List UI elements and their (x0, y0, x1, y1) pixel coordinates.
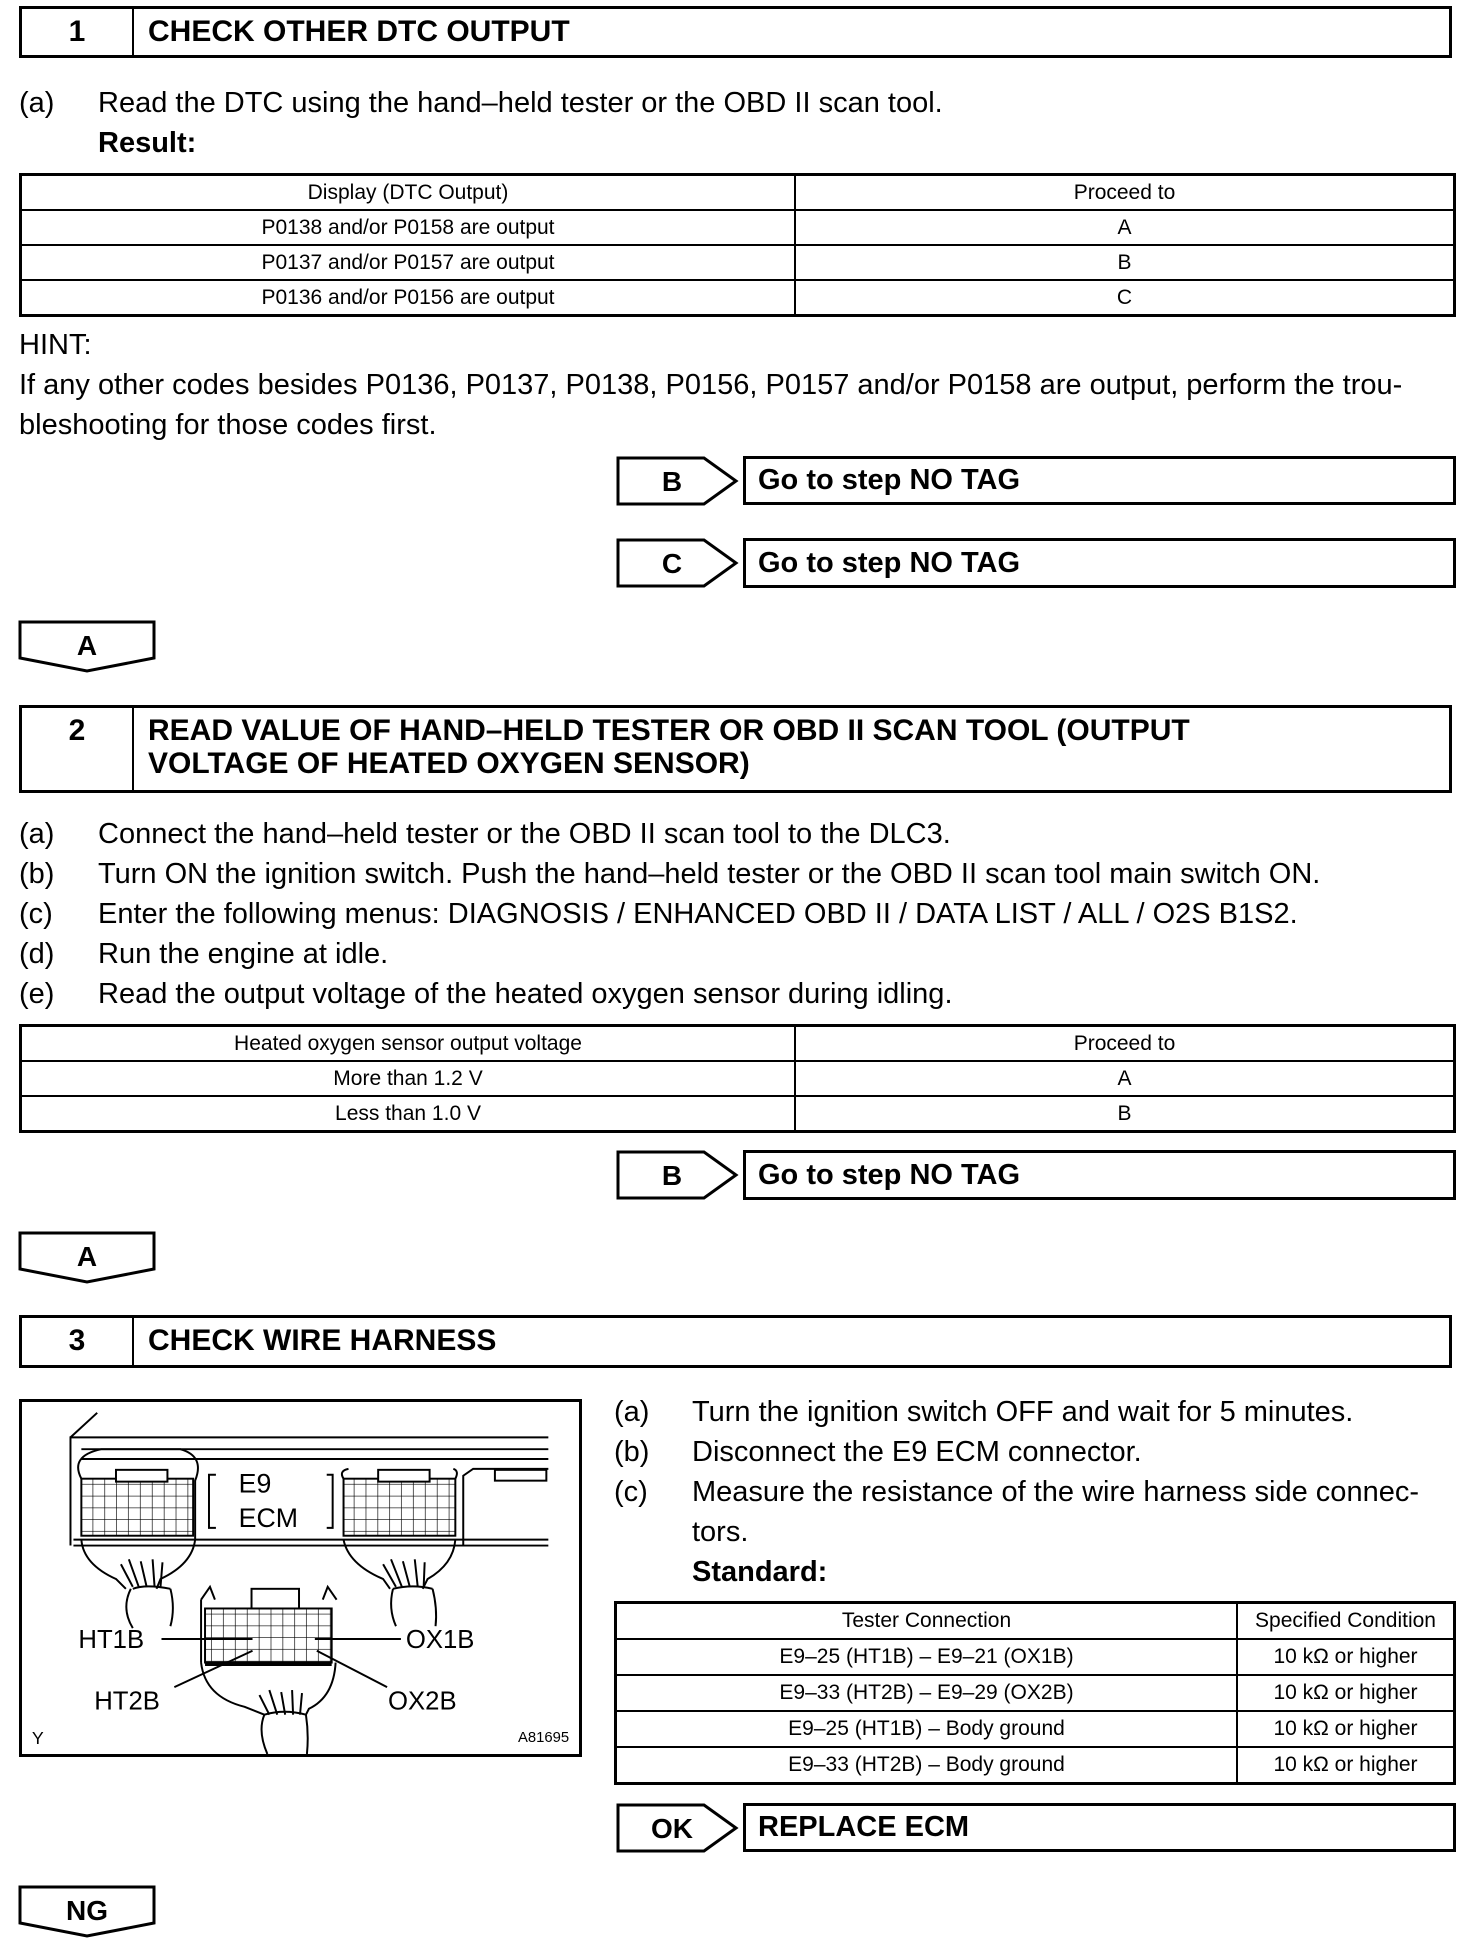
hint-text: bleshooting for those codes first. (19, 409, 437, 441)
corner-mark: Y (31, 1728, 44, 1749)
down-tag-icon (18, 620, 158, 674)
continue-tag-label: A (76, 630, 98, 661)
arrow-tag-icon (616, 1803, 741, 1853)
table-cell: 10 kΩ or higher (1237, 1711, 1455, 1747)
ecm-connector-figure (19, 1399, 582, 1757)
replace-ecm-box[interactable]: REPLACE ECM (743, 1803, 1456, 1852)
down-tag-icon (18, 1231, 158, 1285)
voltage-result-table (19, 1024, 1456, 1133)
dtc-result-table (19, 173, 1456, 317)
instruction-text: Enter the following menus: DIAGNOSIS / ENHANCED OBD II / DATA LIST / ALL / O2S B1S2. (98, 898, 1298, 930)
table-cell: P0137 and/or P0157 are output (21, 245, 796, 280)
standard-label: Standard: (692, 1556, 828, 1588)
table-row (616, 1639, 1455, 1675)
continue-tag-ng[interactable] (18, 1885, 158, 1939)
table-row (616, 1747, 1455, 1784)
go-to-step-box[interactable]: Go to step NO TAG (743, 538, 1456, 588)
instruction-text: Measure the resistance of the wire harness side connec- (692, 1476, 1419, 1508)
column-header: Proceed to (795, 1026, 1455, 1062)
continue-tag-label: NG (66, 1895, 108, 1926)
table-header-row (21, 1026, 1455, 1062)
component-label: ECM (238, 1502, 299, 1533)
table-row (21, 1061, 1455, 1096)
step-title: CHECK WIRE HARNESS (148, 1324, 497, 1357)
step-3-header (19, 1315, 1452, 1368)
arrow-tag-icon (616, 538, 741, 588)
continue-tag-label: A (76, 1241, 98, 1272)
instruction-label: (c) (19, 898, 53, 930)
instruction-text: Turn the ignition switch OFF and wait for 5 minutes. (692, 1396, 1354, 1428)
instruction-text: Run the engine at idle. (98, 938, 389, 970)
table-cell: B (795, 1096, 1455, 1132)
step-title: CHECK OTHER DTC OUTPUT (148, 15, 570, 48)
go-to-step-box[interactable]: Go to step NO TAG (743, 456, 1456, 505)
column-header: Tester Connection (616, 1603, 1238, 1640)
table-cell: C (795, 280, 1455, 316)
table-cell: E9–25 (HT1B) – E9–21 (OX1B) (616, 1639, 1238, 1675)
table-cell: P0136 and/or P0156 are output (21, 280, 796, 316)
step-title-line: VOLTAGE OF HEATED OXYGEN SENSOR) (148, 747, 750, 780)
table-cell: 10 kΩ or higher (1237, 1639, 1455, 1675)
branch-tag-ok[interactable] (616, 1803, 741, 1853)
instruction-text: Read the DTC using the hand–held tester or the OBD II scan tool. (98, 87, 943, 119)
table-row (616, 1711, 1455, 1747)
column-header: Display (DTC Output) (21, 175, 796, 211)
instruction-text: Disconnect the E9 ECM connector. (692, 1436, 1142, 1468)
instruction-label: (b) (614, 1436, 650, 1468)
step-title (134, 708, 1449, 790)
table-cell: P0138 and/or P0158 are output (21, 210, 796, 245)
branch-tag-label: C (661, 548, 683, 579)
resistance-standard-table (614, 1601, 1456, 1785)
table-cell: Less than 1.0 V (21, 1096, 796, 1132)
branch-tag-c[interactable] (616, 538, 741, 588)
terminal-label-ht1b: HT1B (78, 1625, 145, 1654)
result-label: Result: (98, 127, 197, 159)
table-cell: E9–25 (HT1B) – Body ground (616, 1711, 1238, 1747)
branch-tag-label: B (661, 1160, 683, 1191)
arrow-tag-icon (616, 456, 741, 506)
step-number: 1 (22, 9, 134, 55)
arrow-tag-icon (616, 1150, 741, 1200)
step-number: 3 (22, 1318, 134, 1365)
instruction-label: (b) (19, 858, 55, 890)
down-tag-icon (18, 1885, 158, 1939)
connector-name-label: E9 (238, 1468, 272, 1499)
figure-id: A81695 (517, 1730, 570, 1747)
branch-tag-label: OK (651, 1813, 693, 1844)
instruction-text: Turn ON the ignition switch. Push the hand–held tester or the OBD II scan tool main switch ON. (98, 858, 1321, 890)
branch-tag-label: B (661, 466, 683, 497)
terminal-label-ox1b: OX1B (405, 1625, 475, 1654)
table-cell: 10 kΩ or higher (1237, 1747, 1455, 1784)
table-row (21, 245, 1455, 280)
table-cell: A (795, 210, 1455, 245)
continue-tag-a[interactable] (18, 620, 158, 674)
terminal-label-ht2b: HT2B (94, 1687, 160, 1716)
table-cell: B (795, 245, 1455, 280)
instruction-label: (a) (19, 818, 55, 850)
column-header: Heated oxygen sensor output voltage (21, 1026, 796, 1062)
table-cell: A (795, 1061, 1455, 1096)
table-cell: 10 kΩ or higher (1237, 1675, 1455, 1711)
branch-tag-b[interactable] (616, 456, 741, 506)
table-row (21, 280, 1455, 316)
instruction-label: (c) (614, 1476, 648, 1508)
table-cell: E9–33 (HT2B) – Body ground (616, 1747, 1238, 1784)
table-header-row (21, 175, 1455, 211)
instruction-label: (a) (614, 1396, 650, 1428)
instruction-text: Connect the hand–held tester or the OBD II scan tool to the DLC3. (98, 818, 951, 850)
table-header-row (616, 1603, 1455, 1640)
terminal-label-ox2b: OX2B (388, 1687, 457, 1716)
table-cell: E9–33 (HT2B) – E9–29 (OX2B) (616, 1675, 1238, 1711)
instruction-label: (e) (19, 978, 55, 1010)
instruction-label: (a) (19, 87, 55, 119)
hint-text: If any other codes besides P0136, P0137, P0138, P0156, P0157 and/or P0158 are output, perform the trou- (19, 369, 1403, 401)
table-row (21, 210, 1455, 245)
ecm-connector-diagram (22, 1402, 579, 1754)
step-title-line: READ VALUE OF HAND–HELD TESTER OR OBD II SCAN TOOL (OUTPUT (148, 714, 1190, 747)
table-row (21, 1096, 1455, 1132)
column-header: Specified Condition (1237, 1603, 1455, 1640)
branch-tag-b[interactable] (616, 1150, 741, 1200)
table-row (616, 1675, 1455, 1711)
step-2-header (19, 705, 1452, 793)
hint-label: HINT: (19, 329, 92, 361)
continue-tag-a[interactable] (18, 1231, 158, 1285)
step-1-header (19, 6, 1452, 58)
column-header: Proceed to (795, 175, 1455, 211)
go-to-step-box[interactable]: Go to step NO TAG (743, 1150, 1456, 1200)
instruction-label: (d) (19, 938, 55, 970)
instruction-text: tors. (692, 1516, 749, 1548)
instruction-text: Read the output voltage of the heated oxygen sensor during idling. (98, 978, 953, 1010)
table-cell: More than 1.2 V (21, 1061, 796, 1096)
step-number: 2 (22, 708, 134, 790)
